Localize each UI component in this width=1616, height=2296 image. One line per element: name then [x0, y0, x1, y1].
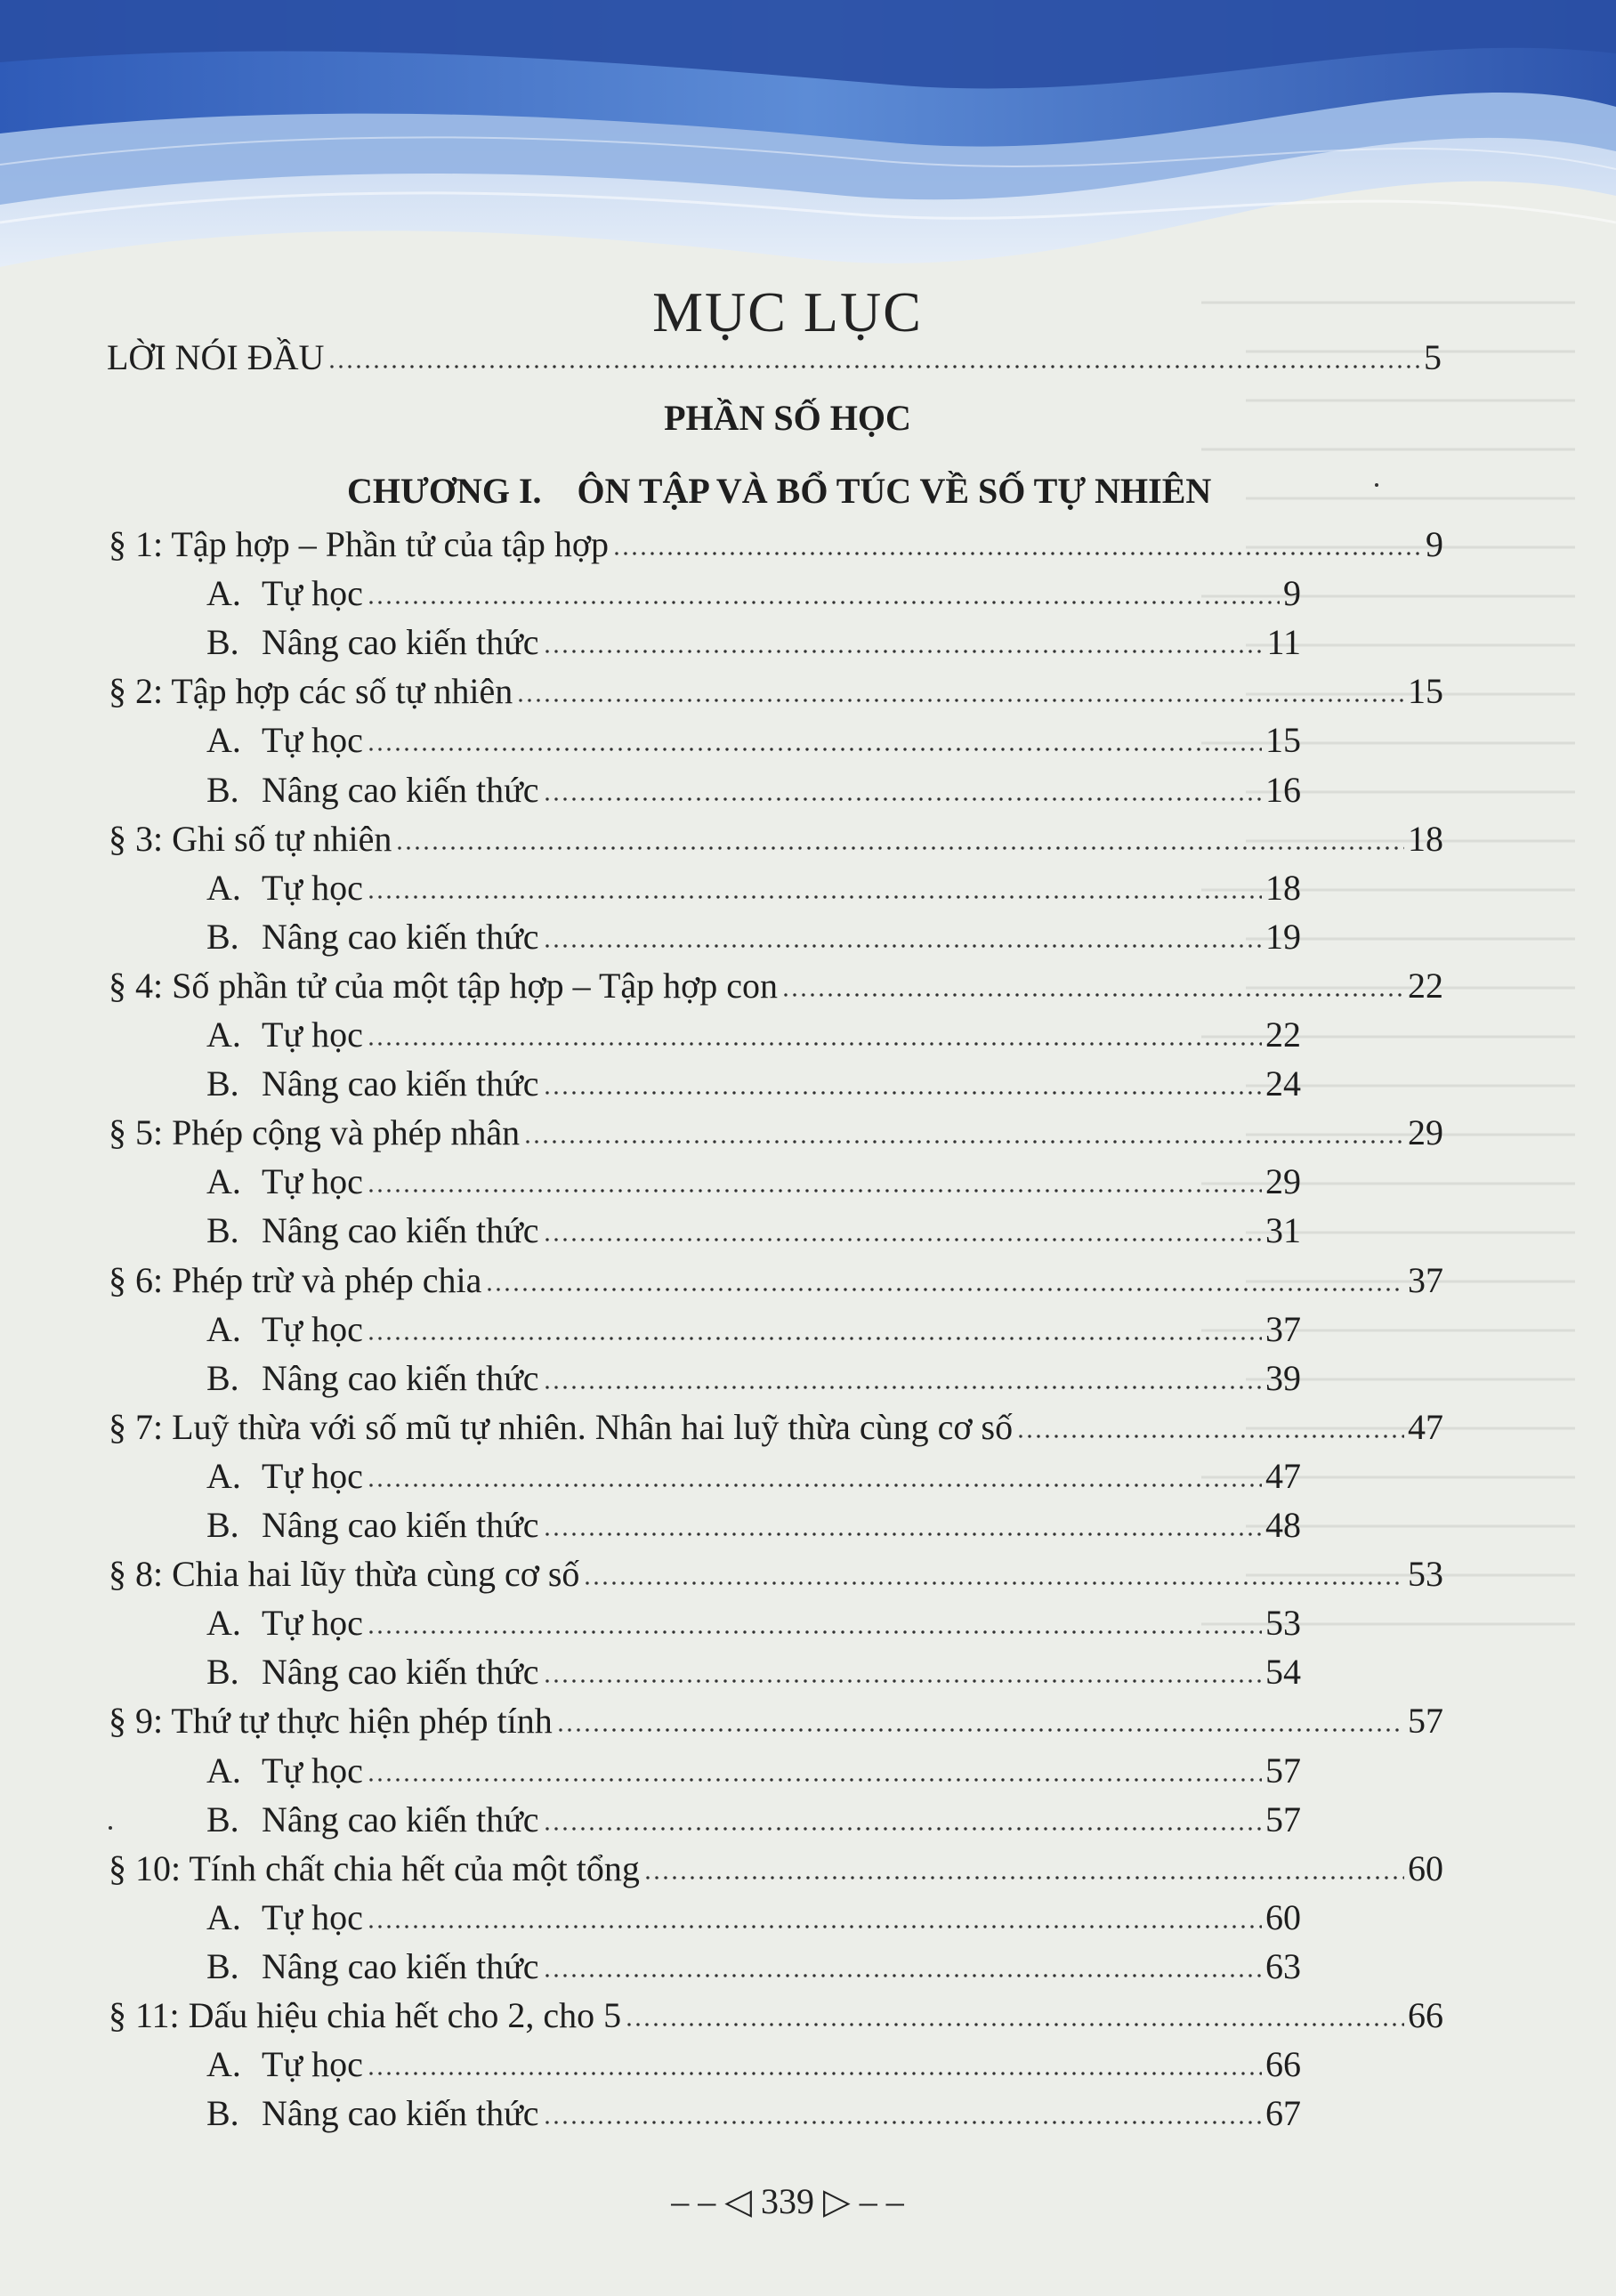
- toc-subitem-row: [206, 867, 1301, 910]
- toc-subitem-letter: B.: [206, 1652, 239, 1693]
- toc-section-page: 22: [1408, 965, 1443, 1006]
- toc-section-row: [109, 670, 1443, 713]
- toc-subitem-label: [206, 1014, 363, 1056]
- toc-subitem-letter: A.: [206, 1455, 241, 1496]
- dot-leader: [367, 1335, 1262, 1342]
- toc-section-page: 47: [1408, 1406, 1443, 1447]
- dot-leader: [367, 2070, 1262, 2077]
- toc-subitem-page: 57: [1265, 1799, 1301, 1839]
- toc-subitem-text: Nâng cao kiến thức: [262, 2093, 539, 2134]
- dot-leader: [367, 1629, 1262, 1636]
- toc-subitem-letter: B.: [206, 1063, 239, 1104]
- toc-subitem-label: [206, 867, 363, 910]
- toc-subitem-text: Nâng cao kiến thức: [262, 1799, 539, 1839]
- toc-subitem-page: 60: [1265, 1896, 1301, 1937]
- toc-subitem-page: 19: [1265, 916, 1301, 957]
- toc-subitem-label: [206, 572, 363, 615]
- toc-subitem-page: 22: [1265, 1015, 1301, 1055]
- toc-subitem-letter: A.: [206, 720, 241, 761]
- dot-leader: [543, 1972, 1262, 1979]
- toc-section-title: § 4: Số phần tử của một tập hợp – Tập hợp con: [109, 965, 779, 1006]
- toc-subitem-label: [206, 1504, 539, 1547]
- toc-subitem-row: [206, 2043, 1301, 2086]
- toc-section-row: [109, 523, 1443, 566]
- toc-subitem-label: [206, 1160, 363, 1203]
- dot-leader: [643, 1874, 1404, 1881]
- toc-subitem-text: Tự học: [262, 720, 363, 761]
- dot-leader: [367, 746, 1262, 753]
- toc-subitem-page: 54: [1265, 1652, 1301, 1693]
- toc-section-row: [109, 1553, 1443, 1596]
- toc-section-row: [109, 1847, 1443, 1890]
- toc-subitem-text: Tự học: [262, 2044, 363, 2085]
- toc-subitem-row: [206, 1160, 1301, 1203]
- toc-subitem-letter: B.: [206, 1799, 239, 1839]
- toc-subitem-letter: B.: [206, 769, 239, 810]
- toc-subitem-text: Tự học: [262, 1750, 363, 1791]
- toc-subitem-letter: A.: [206, 1308, 241, 1349]
- toc-subitem-page: 24: [1265, 1063, 1301, 1104]
- toc-subitem-page: 15: [1265, 720, 1301, 761]
- toc-section-title: § 3: Ghi số tự nhiên: [109, 818, 392, 859]
- dot-leader: [367, 1187, 1262, 1194]
- toc-subitem-page: 63: [1265, 1945, 1301, 1986]
- dot-leader: [367, 1776, 1262, 1783]
- toc-subitem-letter: A.: [206, 1603, 241, 1644]
- toc-subitem-row: [206, 1799, 1301, 1841]
- toc-subitem-label: [206, 1602, 363, 1645]
- toc-subitem-letter: B.: [206, 1357, 239, 1398]
- toc-section-row: [109, 1406, 1443, 1449]
- toc-section-page: 29: [1408, 1112, 1443, 1153]
- toc-subitem-page: 29: [1265, 1161, 1301, 1202]
- toc-section-page: 53: [1408, 1554, 1443, 1595]
- footer-left-marks: – – ◁: [671, 2181, 752, 2221]
- toc-subitem-label: [206, 1799, 539, 1841]
- toc-subitem-page: 39: [1265, 1357, 1301, 1398]
- toc-entry-page: 5: [1424, 337, 1442, 377]
- dot-leader: [543, 1531, 1262, 1538]
- toc-subitem-page: 48: [1265, 1505, 1301, 1545]
- toc-subitem-letter: A.: [206, 1896, 241, 1937]
- toc-subitem-row: [206, 572, 1301, 615]
- toc-subitem-text: Tự học: [262, 1603, 363, 1644]
- toc-subitem-label: [206, 2092, 539, 2135]
- toc-subitem-page: 16: [1265, 769, 1301, 810]
- toc-subitem-letter: B.: [206, 2093, 239, 2134]
- toc-subitem-page: 31: [1265, 1210, 1301, 1251]
- dot-leader: [523, 1138, 1404, 1145]
- dot-leader: [367, 1482, 1262, 1489]
- dot-leader: [1016, 1433, 1404, 1440]
- toc-section-page: 57: [1408, 1701, 1443, 1742]
- toc-subitem-letter: A.: [206, 1750, 241, 1791]
- toc-subitem-page: 9: [1283, 573, 1301, 614]
- chapter-title: ÔN TẬP VÀ BỔ TÚC VỀ SỐ TỰ NHIÊN: [577, 471, 1212, 511]
- toc-section-title: § 8: Chia hai lũy thừa cùng cơ số: [109, 1554, 580, 1595]
- chapter-label: CHƯƠNG I.: [347, 471, 542, 511]
- dot-leader: [543, 2119, 1262, 2126]
- toc-subitem-label: [206, 2043, 363, 2086]
- part-title: PHẦN SỐ HỌC: [664, 398, 911, 438]
- toc-subitem-row: [206, 1209, 1301, 1252]
- toc-section-title: § 11: Dấu hiệu chia hết cho 2, cho 5: [109, 1995, 622, 2035]
- dot-leader: [543, 796, 1262, 803]
- toc-subitem-row: [206, 1063, 1301, 1105]
- toc-subitem-text: Nâng cao kiến thức: [262, 1210, 539, 1251]
- toc-subitem-row: [206, 1602, 1301, 1645]
- toc-subitem-label: [206, 1750, 363, 1792]
- toc-subitem-text: Nâng cao kiến thức: [262, 769, 539, 810]
- toc-subitem-row: [206, 621, 1301, 664]
- dot-leader: [543, 1236, 1262, 1243]
- dot-leader: [556, 1726, 1404, 1734]
- dot-leader: [367, 893, 1262, 901]
- toc-subitem-label: [206, 1651, 539, 1694]
- toc-section-title: § 1: Tập hợp – Phần tử của tập hợp: [109, 524, 610, 564]
- toc-section-row: [109, 1994, 1443, 2037]
- toc-section-title: § 2: Tập hợp các số tự nhiên: [109, 671, 513, 712]
- toc-section-title: § 6: Phép trừ và phép chia: [109, 1259, 482, 1300]
- toc-section-row: [109, 818, 1443, 861]
- toc-subitem-letter: A.: [206, 1161, 241, 1202]
- toc-subitem-text: Tự học: [262, 1896, 363, 1937]
- dot-leader: [543, 1089, 1262, 1096]
- toc-subitem-letter: A.: [206, 1015, 241, 1055]
- toc-entry-label: LỜI NÓI ĐẦU: [107, 337, 325, 377]
- toc-subitem-page: 18: [1265, 867, 1301, 908]
- toc-subitem-letter: A.: [206, 867, 241, 908]
- toc-subitem-row: [206, 719, 1301, 762]
- toc-subitem-text: Nâng cao kiến thức: [262, 1505, 539, 1545]
- chapter-heading: [347, 470, 1211, 513]
- toc-subitem-row: [206, 1308, 1301, 1351]
- dot-leader: [543, 1825, 1262, 1832]
- toc-subitem-label: [206, 1357, 539, 1400]
- toc-subitem-text: Nâng cao kiến thức: [262, 622, 539, 663]
- toc-subitem-text: Tự học: [262, 1308, 363, 1349]
- footer-right-marks: ▷ – –: [823, 2181, 904, 2221]
- toc-section-row: [109, 1259, 1443, 1302]
- toc-subitem-text: Nâng cao kiến thức: [262, 1357, 539, 1398]
- toc-subitem-label: [206, 1308, 363, 1351]
- toc-subitem-row: [206, 769, 1301, 812]
- toc-subitem-row: [206, 1750, 1301, 1792]
- toc-section-row: [109, 1112, 1443, 1154]
- toc-subitem-text: Nâng cao kiến thức: [262, 1652, 539, 1693]
- toc-subitem-page: 66: [1265, 2044, 1301, 2085]
- toc-subitem-row: [206, 1945, 1301, 1988]
- toc-subitem-label: [206, 1945, 539, 1988]
- toc-subitem-row: [206, 1896, 1301, 1939]
- toc-subitem-row: [206, 1357, 1301, 1400]
- toc-subitem-page: 67: [1265, 2093, 1301, 2134]
- toc-subitem-letter: B.: [206, 1505, 239, 1545]
- toc-section-page: 9: [1426, 524, 1443, 564]
- toc-subitem-letter: A.: [206, 573, 241, 614]
- toc-subitem-text: Tự học: [262, 1455, 363, 1496]
- toc-subitem-label: [206, 1455, 363, 1498]
- dot-leader: [781, 991, 1404, 998]
- toc-subitem-label: [206, 1063, 539, 1105]
- dot-leader: [543, 1678, 1262, 1685]
- dot-leader: [543, 1384, 1262, 1391]
- toc-subitem-page: 57: [1265, 1750, 1301, 1791]
- toc-subitem-letter: B.: [206, 1945, 239, 1986]
- dot-leader: [485, 1286, 1404, 1293]
- toc-subitem-row: [206, 1014, 1301, 1056]
- toc-section-page: 18: [1408, 818, 1443, 859]
- toc-section-title: § 7: Luỹ thừa với số mũ tự nhiên. Nhân hai luỹ thừa cùng cơ số: [109, 1406, 1014, 1447]
- print-speck: [109, 1826, 112, 1830]
- toc-subitem-row: [206, 2092, 1301, 2135]
- toc-subitem-label: [206, 719, 363, 762]
- toc-subitem-text: Nâng cao kiến thức: [262, 1063, 539, 1104]
- dot-leader: [516, 697, 1404, 704]
- toc-section-title: § 10: Tính chất chia hết của một tổng: [109, 1847, 640, 1888]
- toc-subitem-label: [206, 769, 539, 812]
- dot-leader: [543, 942, 1262, 950]
- dot-leader: [395, 845, 1404, 852]
- dot-leader: [327, 363, 1420, 370]
- toc-section-page: 60: [1408, 1847, 1443, 1888]
- dot-leader: [367, 1923, 1262, 1930]
- dot-leader: [367, 1040, 1262, 1047]
- toc-subitem-page: 37: [1265, 1308, 1301, 1349]
- toc-subitem-label: [206, 621, 539, 664]
- footer-page-number: 339: [761, 2181, 814, 2221]
- toc-subitem-text: Tự học: [262, 1015, 363, 1055]
- dot-leader: [583, 1580, 1404, 1587]
- toc-subitem-text: Nâng cao kiến thức: [262, 1945, 539, 1986]
- print-speck: [1375, 483, 1378, 487]
- dot-leader: [625, 2021, 1404, 2028]
- toc-subitem-row: [206, 916, 1301, 958]
- toc-subitem-letter: B.: [206, 1210, 239, 1251]
- toc-section-row: [109, 1700, 1443, 1742]
- dot-leader: [543, 648, 1264, 655]
- toc-section-title: § 9: Thứ tự thực hiện phép tính: [109, 1701, 553, 1742]
- dot-leader: [612, 550, 1422, 557]
- toc-section-page: 37: [1408, 1259, 1443, 1300]
- toc-subitem-text: Tự học: [262, 573, 363, 614]
- toc-subitem-page: 11: [1266, 622, 1301, 663]
- toc-subitem-label: [206, 1896, 363, 1939]
- toc-subitem-row: [206, 1504, 1301, 1547]
- toc-subitem-label: [206, 1209, 539, 1252]
- toc-subitem-page: 53: [1265, 1603, 1301, 1644]
- toc-subitem-text: Nâng cao kiến thức: [262, 916, 539, 957]
- page-footer: [0, 2180, 1575, 2222]
- toc-subitem-row: [206, 1651, 1301, 1694]
- toc-subitem-page: 47: [1265, 1455, 1301, 1496]
- dot-leader: [367, 599, 1280, 606]
- toc-subitem-text: Tự học: [262, 1161, 363, 1202]
- toc-subitem-letter: B.: [206, 622, 239, 663]
- toc-section-row: [109, 965, 1443, 1007]
- page-title: MỤC LỤC: [652, 280, 923, 344]
- toc-section-title: § 5: Phép cộng và phép nhân: [109, 1112, 521, 1153]
- toc-section-page: 66: [1408, 1995, 1443, 2035]
- toc-subitem-row: [206, 1455, 1301, 1498]
- toc-subitem-letter: B.: [206, 916, 239, 957]
- toc-entry-preface: [107, 336, 1442, 379]
- toc-subitem-text: Tự học: [262, 867, 363, 908]
- toc-subitem-label: [206, 916, 539, 958]
- toc-subitem-letter: A.: [206, 2044, 241, 2085]
- toc-section-page: 15: [1408, 671, 1443, 712]
